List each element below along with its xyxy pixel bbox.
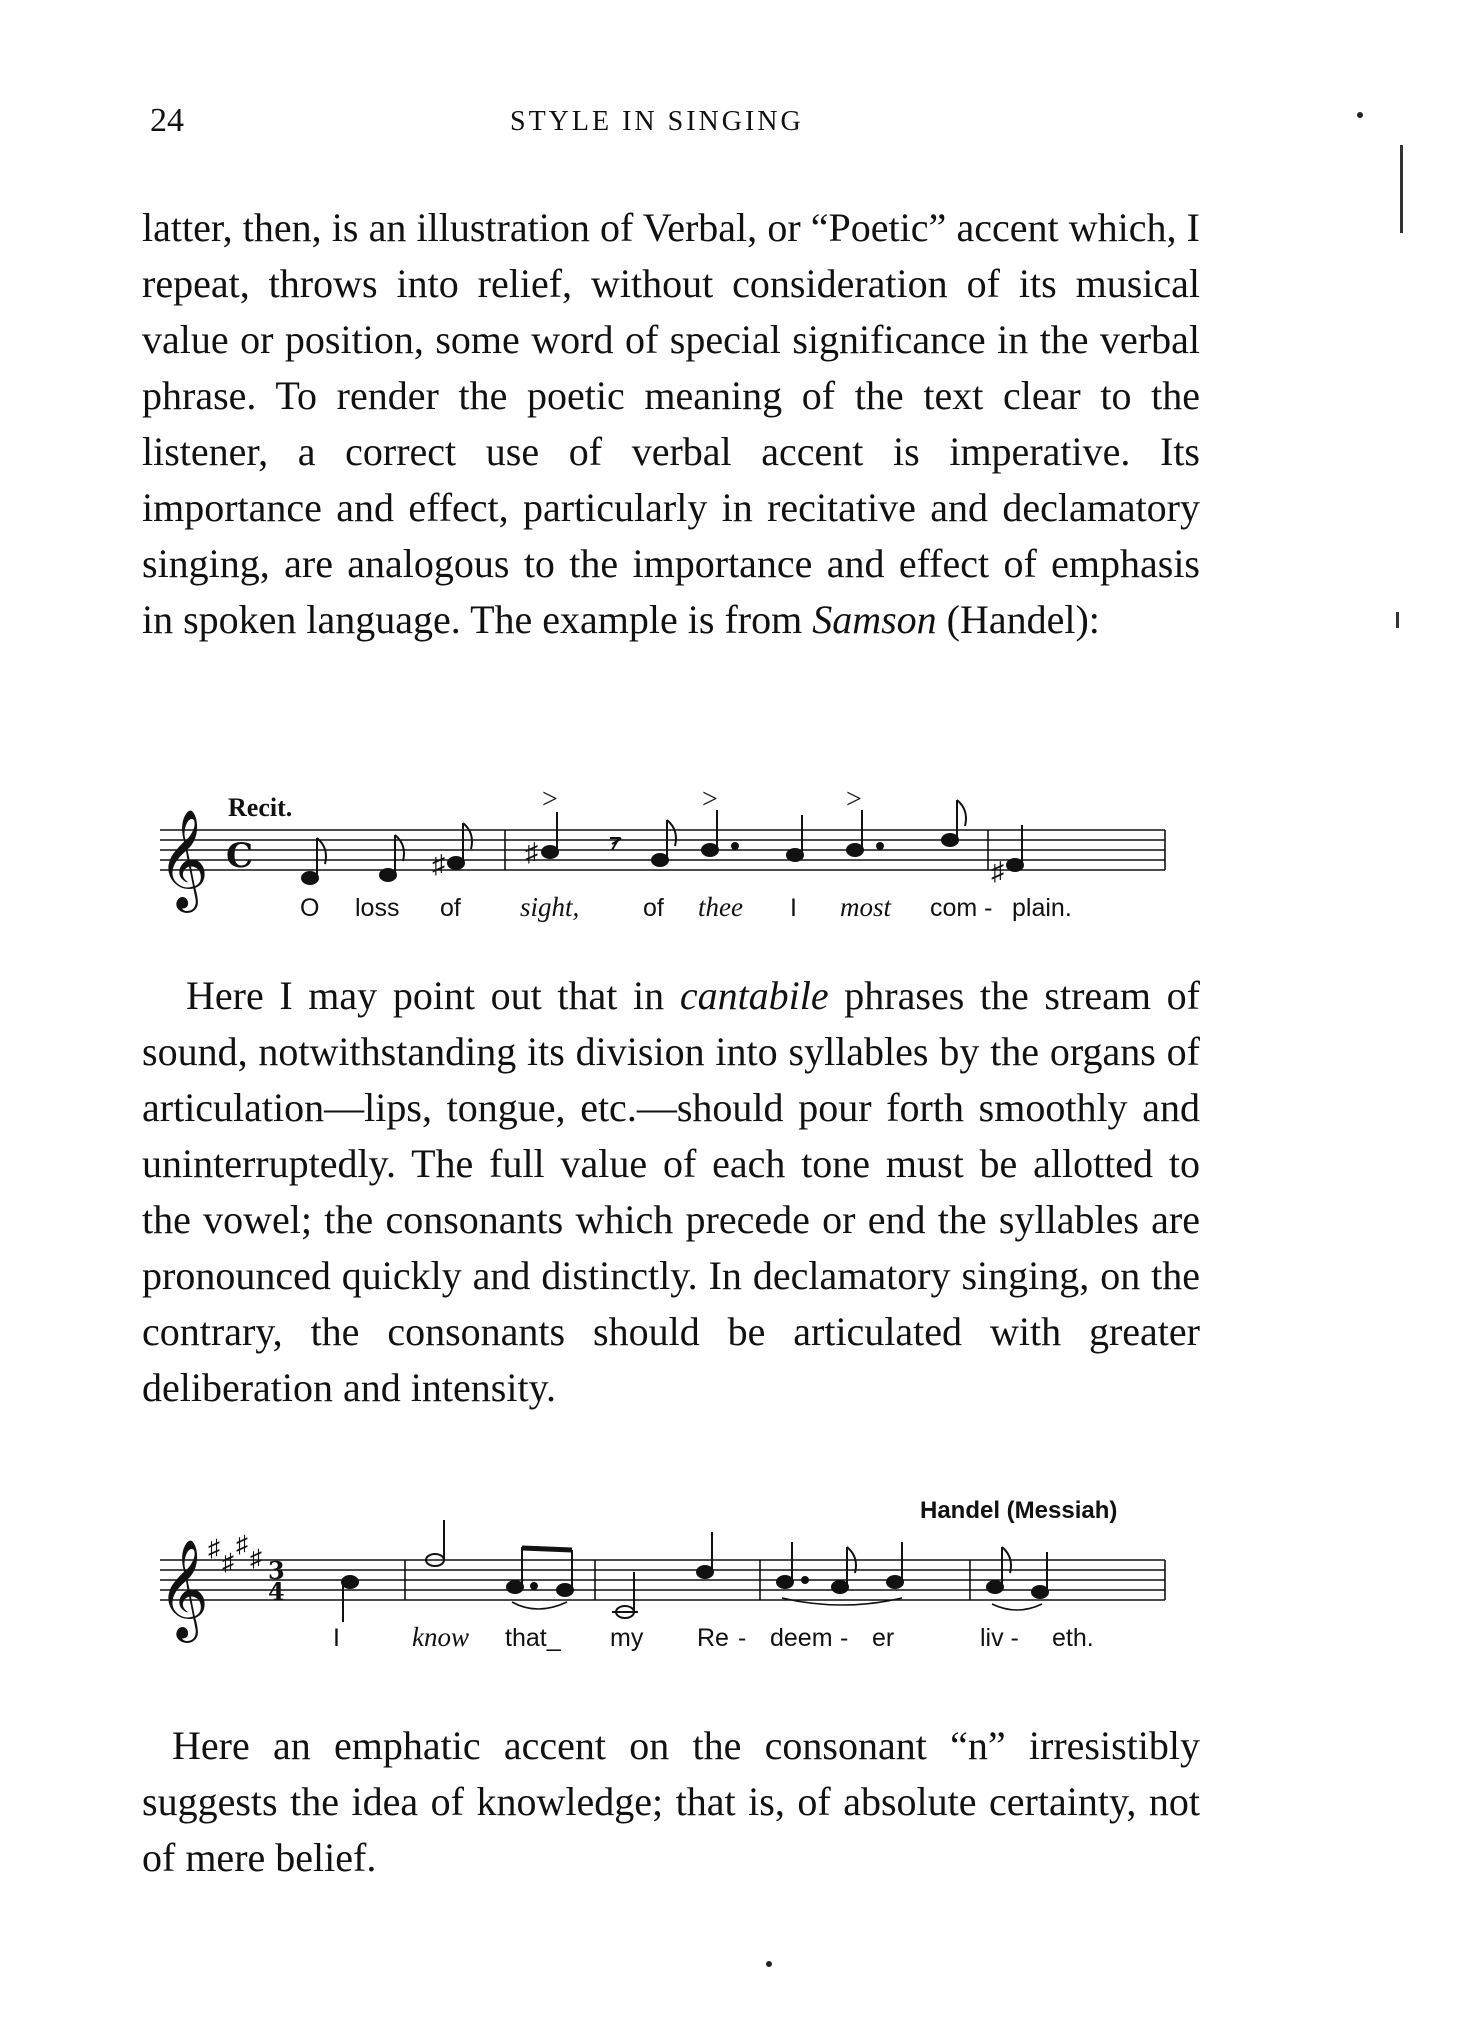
lyric: O	[300, 894, 320, 922]
treble-clef-icon: 𝄞	[158, 809, 209, 909]
note-head	[507, 1581, 523, 1593]
lyric: sight,	[520, 892, 580, 922]
lyric: that_	[505, 1624, 561, 1652]
lyric: er	[872, 1624, 895, 1652]
music-example-samson	[160, 780, 1170, 925]
paragraph-lead: Here I may point out that in	[186, 973, 680, 1018]
accent-icon: >	[702, 784, 718, 815]
slur	[512, 1602, 567, 1609]
lyric: I	[790, 894, 797, 922]
note-head	[302, 872, 318, 884]
note-head	[847, 844, 863, 856]
note-head	[448, 857, 464, 869]
term-cantabile: cantabile	[679, 973, 829, 1018]
lyric: com -	[930, 894, 993, 922]
lyric: of	[643, 894, 664, 922]
note-head	[697, 1566, 713, 1578]
paragraph-verbal-accent	[142, 200, 1200, 648]
lyric: my	[610, 1624, 644, 1652]
sharp-icon: ♯	[432, 850, 445, 879]
note-head	[652, 854, 668, 866]
staff-samson	[160, 780, 1170, 925]
note-head	[987, 1581, 1003, 1593]
sharp-icon: ♯	[250, 1546, 262, 1572]
lyric: -	[840, 1624, 849, 1652]
music-example-messiah	[160, 1490, 1170, 1660]
note-head	[702, 844, 718, 856]
recit-marking: Recit.	[228, 793, 293, 822]
lyric: eth.	[1052, 1624, 1094, 1652]
paragraph-text: phrases the stream of sound, notwithstanding its division into syllables by the organs of articulation—lips, tongue, etc.—should pour forth smoothly and uninterruptedly. The full value of each tone must be allotted to the vowel; the consonants which precede or end the syllables are pronounced quickly and distinctly. In declamatory singing, on the contrary, the consonants should be articulated with greater deliberation and intensity.	[142, 973, 1200, 1410]
sharp-icon: ♯	[991, 857, 1004, 886]
sharp-icon: ♯	[236, 1532, 248, 1558]
paragraph-text: Here an emphatic accent on the consonant “n” irresistibly suggests the idea of knowledge; that is, of absolute certainty, not of mere belief.	[142, 1723, 1200, 1880]
note-head	[380, 869, 396, 881]
note-head	[557, 1584, 573, 1596]
lyric: plain.	[1012, 894, 1072, 922]
page-header	[150, 102, 1210, 152]
note-head	[942, 834, 958, 846]
note-head	[1032, 1586, 1048, 1598]
time-signature-top: 3	[268, 1556, 285, 1585]
lyric: of	[440, 894, 461, 922]
note-head	[1007, 859, 1023, 871]
note-head	[342, 1576, 358, 1588]
running-title: STYLE IN SINGING	[510, 106, 804, 137]
lyric: Re	[697, 1624, 729, 1652]
lyric: thee	[698, 892, 743, 922]
common-time-icon: C	[226, 836, 254, 876]
sharp-icon: ♯	[525, 838, 538, 867]
scan-speck	[766, 1961, 772, 1967]
paragraph-tail: (Handel):	[936, 597, 1100, 642]
note-head	[787, 849, 803, 861]
lyric: deem	[770, 1624, 833, 1652]
lyric: loss	[355, 894, 400, 922]
paragraph-cantabile	[142, 968, 1200, 1416]
scan-edge-line	[1400, 145, 1403, 233]
note-head	[542, 846, 558, 858]
paragraph-text: latter, then, is an illustration of Verbal, or “Poetic” accent which, I repeat, throws into relief, without consideration of its musical value or position, some word of special significance in the verbal phrase. To render the poetic meaning of the text clear to the listener, a correct use of verbal accent is imperative. Its importance and effect, particularly in recitative and declamatory singing, are analogous to the importance and effect of emphasis in spoken language. The example is from	[142, 205, 1200, 642]
accent-icon: >	[542, 784, 558, 815]
lyric: liv -	[980, 1624, 1019, 1652]
paragraph-emphatic-accent	[142, 1718, 1200, 1886]
lyric: know	[412, 1622, 469, 1652]
sharp-icon: ♯	[208, 1536, 220, 1562]
treble-clef-icon: 𝄞	[158, 1539, 209, 1639]
lyric: -	[738, 1624, 747, 1652]
accent-icon: >	[846, 784, 862, 815]
note-head	[777, 1576, 793, 1588]
page-number: 24	[150, 102, 184, 139]
attribution-handel-messiah: Handel (Messiah)	[920, 1497, 1118, 1524]
work-title-samson: Samson	[812, 597, 937, 642]
time-signature-bottom: 4	[268, 1577, 285, 1606]
lyric: most	[840, 892, 892, 922]
scan-speck	[1357, 112, 1363, 118]
slur	[992, 1604, 1042, 1610]
lyric: I	[333, 1624, 340, 1652]
slur	[782, 1598, 902, 1605]
note-head	[887, 1576, 903, 1588]
note-head	[832, 1581, 848, 1593]
staff-messiah	[160, 1490, 1170, 1660]
sharp-icon: ♯	[222, 1550, 234, 1576]
scan-edge-line	[1396, 612, 1399, 628]
